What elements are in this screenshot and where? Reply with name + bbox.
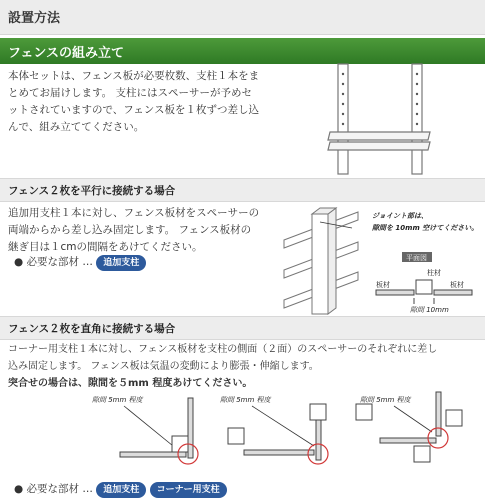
fence-frame-diagram [320,62,440,180]
badge-additional-post: 追加支柱 [96,482,146,498]
corner-gap-label-2: 隙間 5mm 程度 [220,396,271,404]
corner-post-3b [446,410,462,426]
plan-board-left [376,290,414,295]
parallel-section-bar [0,178,485,202]
corner-section-bar [0,316,485,340]
corner-post-2a [310,404,326,420]
gap-label: 隙間 10mm [410,306,449,314]
parallel-line: 追加用支柱１本に対し、フェンス板材をスペーサーの [8,207,260,219]
assembly-line: とめてお届けします。 支柱にはスペーサーが予めセ [8,87,252,99]
corner-diagram-2 [220,396,328,464]
parallel-text [8,205,293,256]
required-label: 必要な部材 … [26,483,93,495]
corner-emphasis: 突合せの場合は、隙間を５mm 程度あけてください。 [8,378,253,389]
badge-corner-post: コーナー用支柱 [150,482,227,498]
corner-joint-diagrams [80,388,485,470]
page-title: 設置方法 [8,11,61,26]
plan-board-right [434,290,472,295]
corner-required [14,481,227,498]
bottom-rail-2 [328,142,430,150]
plan-label: 平面図 [406,254,427,262]
bottom-rail [328,132,430,140]
parallel-required [14,254,146,271]
corner-post-3c [414,446,430,462]
assembly-text [8,68,308,136]
board-label-left: 板材 [376,281,390,289]
parallel-line: 両端からから差し込み固定します。 フェンス板材の [8,224,252,236]
corner-diagram-1 [92,396,198,464]
joint-note-2: 隙間を 10mm 空けてください。 [372,224,479,232]
assembly-line: ットされていますので、フェンス板を１枚ずつ差し込 [8,104,259,116]
assembly-line: 本体セットは、フェンス板が必要枚数、支柱１本をま [8,70,260,82]
page-header [0,0,485,35]
board-label-right: 板材 [450,281,464,289]
corner-gap-label-3: 隙間 5mm 程度 [360,396,411,404]
pillar-label: 柱材 [427,269,441,277]
parallel-title: フェンス２枚を平行に接続する場合 [8,185,176,197]
corner-post-3a [356,404,372,420]
corner-text [8,341,482,392]
parallel-joint-diagram [280,200,480,318]
corner-post-2b [228,428,244,444]
corner-line: コーナー用支柱１本に対し、フェンス板材を支柱の側面（２面）のスペーサーのそれぞれに差し [8,344,438,355]
left-post [338,64,348,174]
corner-diagram-3 [356,392,462,462]
corner-gap-label-1: 隙間 5mm 程度 [92,396,143,404]
corner-title: フェンス２枚を直角に接続する場合 [8,323,176,335]
right-post [412,64,422,174]
bullet-dot: ● [14,483,24,495]
required-label: 必要な部材 … [26,256,93,268]
post-holes [342,73,418,125]
badge-additional-post: 追加支柱 [96,255,146,271]
joint-note-1: ジョイント部は、 [372,212,428,220]
assembly-line: んで、組み立ててください。 [8,121,145,133]
assembly-title: フェンスの組み立て [8,46,124,61]
joint-post [312,214,328,314]
assembly-section-bar [0,38,485,64]
bullet-dot: ● [14,256,24,268]
plan-pillar [416,280,432,294]
corner-line: 込み固定します。 フェンス板は気温の変動により膨張・伸縮します。 [8,361,319,372]
parallel-line: 継ぎ目は１cmの間隔をあけてください。 [8,241,203,253]
